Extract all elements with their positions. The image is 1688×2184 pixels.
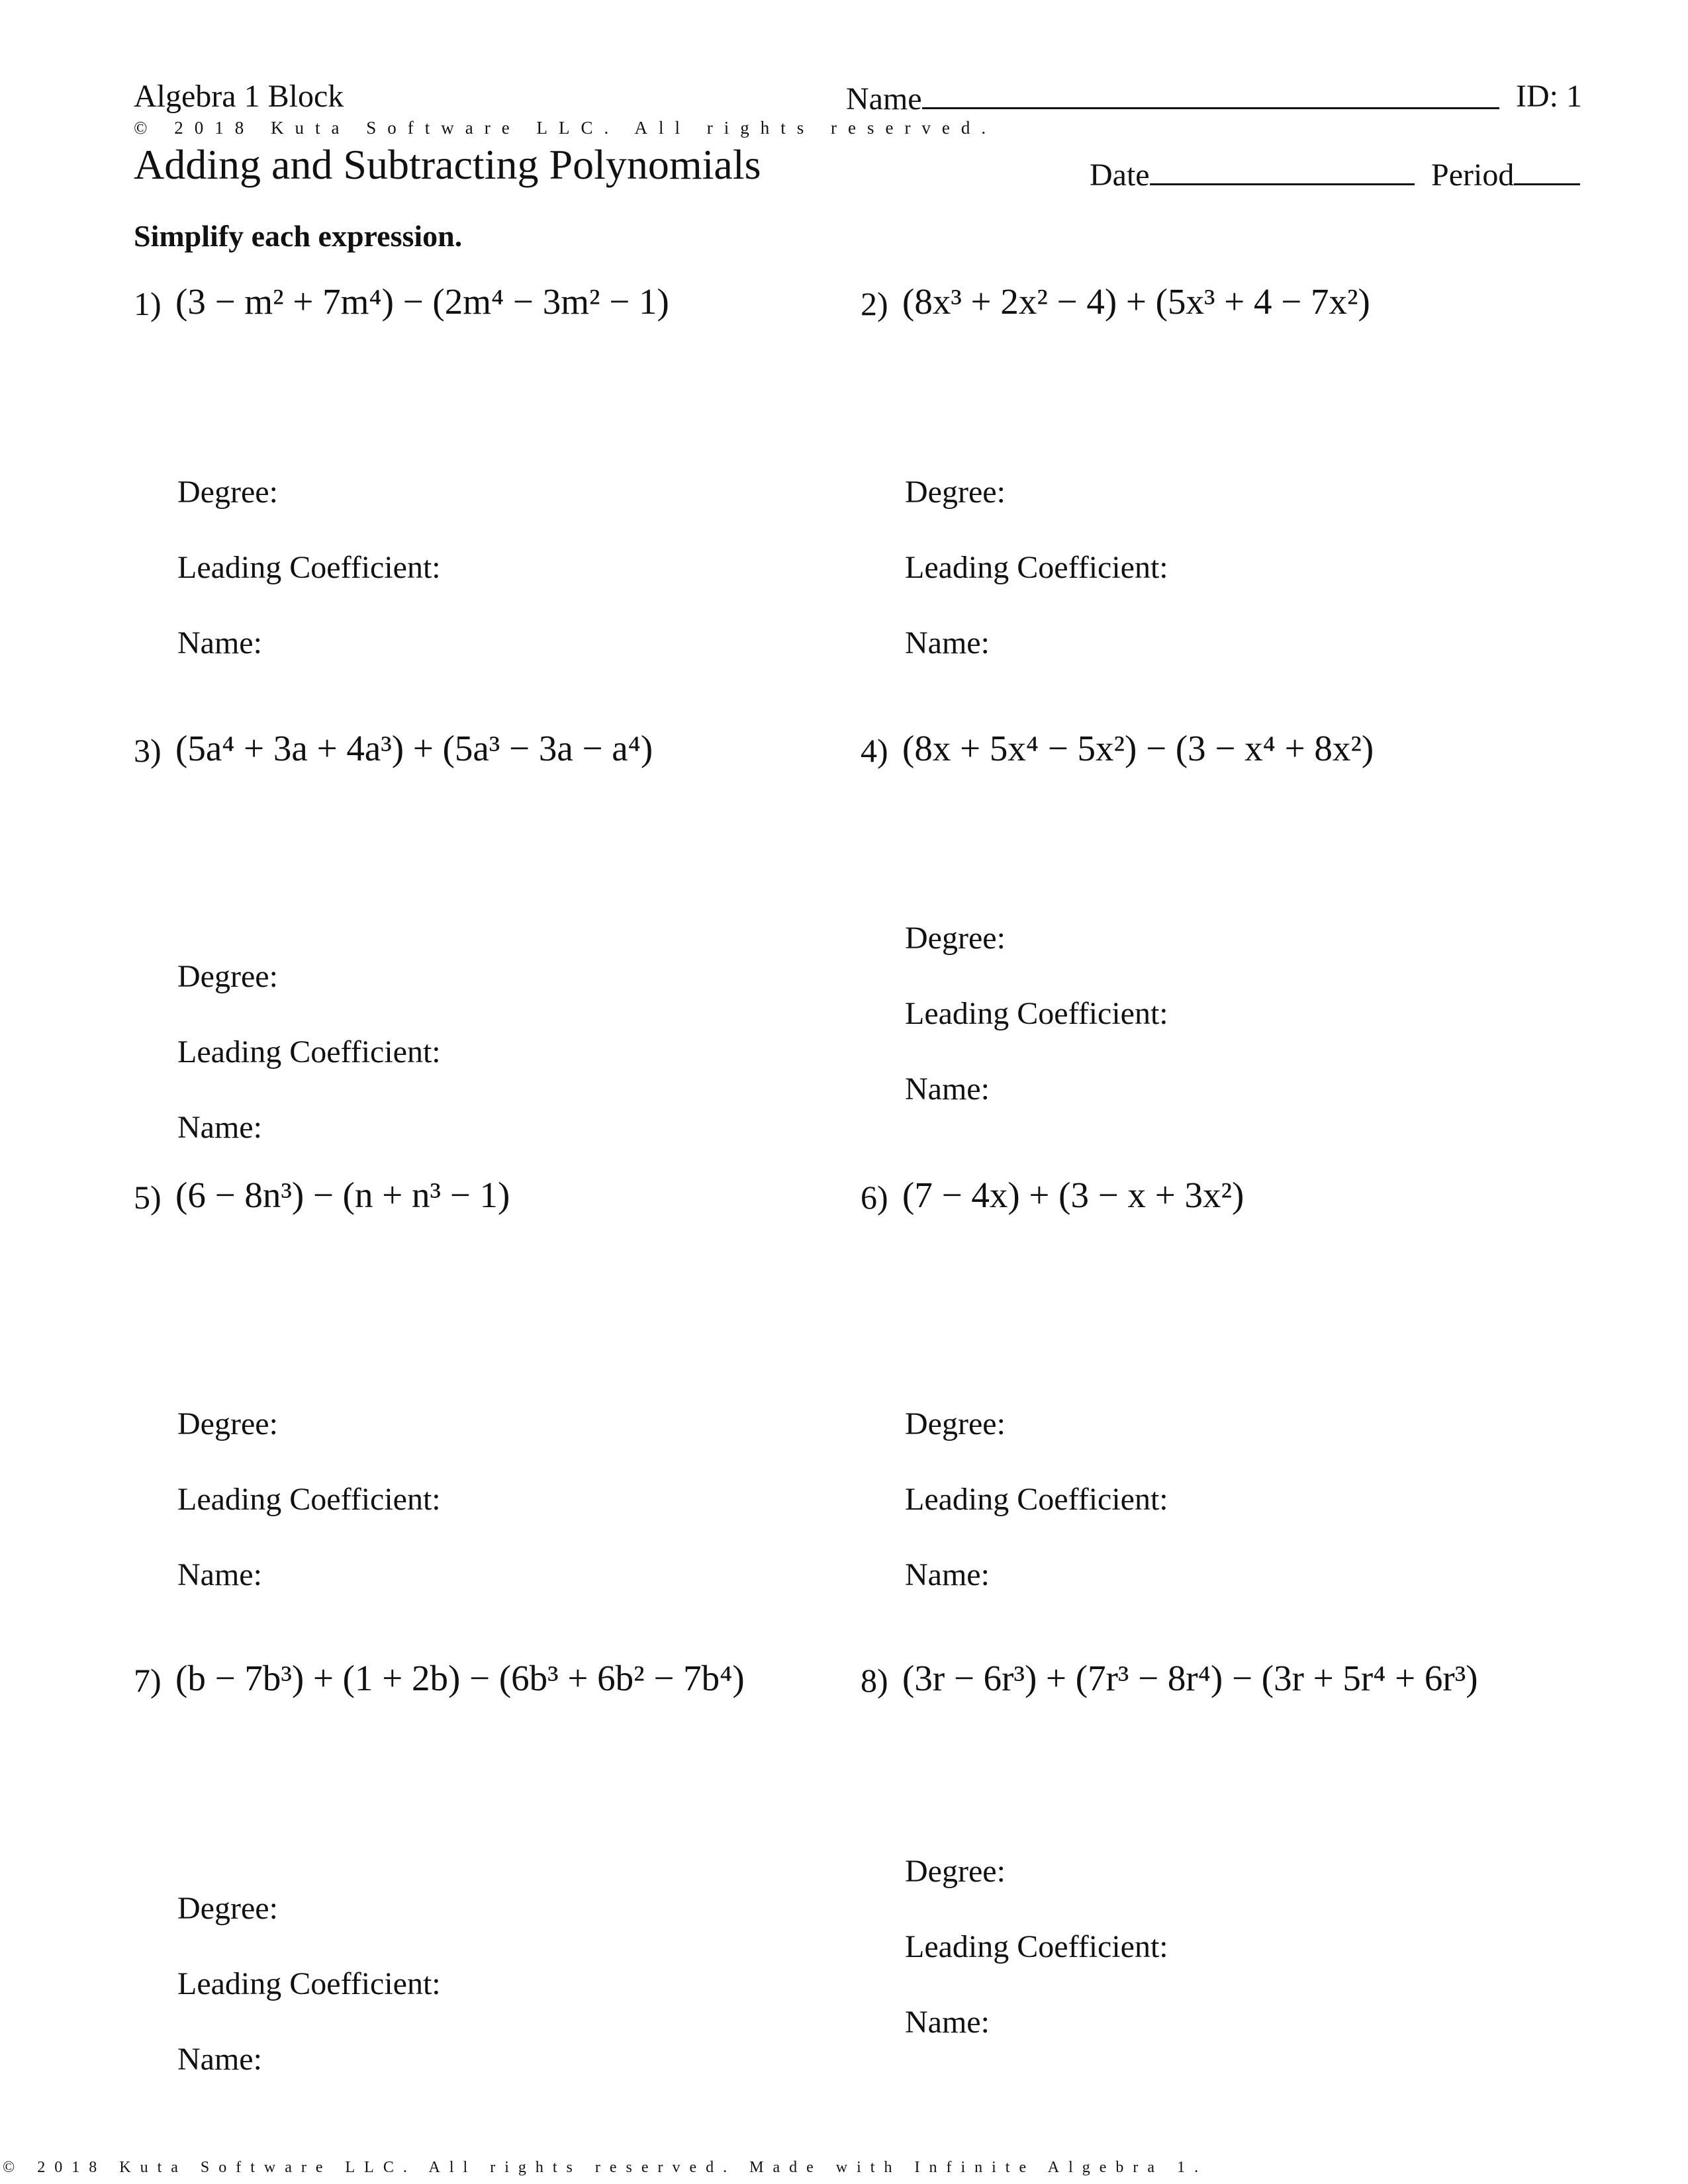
degree-label: Degree:: [177, 475, 278, 510]
leading-coefficient-label: Leading Coefficient:: [177, 1966, 441, 2001]
degree-label: Degree:: [905, 475, 1006, 510]
worksheet-title: Adding and Subtracting Polynomials: [134, 141, 761, 188]
problem-number: 5): [134, 1179, 162, 1216]
problem-number: 1): [134, 285, 162, 322]
degree-label: Degree:: [177, 1406, 278, 1441]
leading-coefficient-label: Leading Coefficient:: [905, 996, 1168, 1031]
date-field[interactable]: [1090, 154, 1415, 193]
name-blank[interactable]: [922, 78, 1499, 109]
problem-expression: (7 − 4x) + (3 − x + 3x²): [902, 1175, 1244, 1215]
name-label: Name:: [177, 625, 262, 660]
problem-number: 4): [861, 732, 888, 769]
problem-expression: (b − 7b³) + (1 + 2b) − (6b³ + 6b² − 7b⁴): [175, 1658, 745, 1698]
leading-coefficient-label: Leading Coefficient:: [905, 550, 1168, 585]
name-label: Name:: [177, 2042, 262, 2077]
instructions: Simplify each expression.: [134, 219, 463, 253]
name-label: Name:: [177, 1557, 262, 1592]
problem-number: 6): [861, 1179, 888, 1216]
leading-coefficient-label: Leading Coefficient:: [177, 1034, 441, 1069]
problem-expression: (3r − 6r³) + (7r³ − 8r⁴) − (3r + 5r⁴ + 6r³): [902, 1658, 1478, 1698]
name-label: Name:: [905, 2005, 990, 2040]
name-label: Name:: [177, 1110, 262, 1145]
period-label: Period: [1431, 158, 1515, 193]
id-label: ID: 1: [1516, 79, 1582, 114]
degree-label: Degree:: [905, 921, 1006, 956]
degree-label: Degree:: [177, 959, 278, 994]
problem-number: 2): [861, 285, 888, 322]
problem-number: 7): [134, 1662, 162, 1699]
date-label: Date: [1090, 158, 1150, 193]
name-field[interactable]: [846, 78, 1499, 117]
degree-label: Degree:: [177, 1891, 278, 1926]
period-blank[interactable]: [1514, 154, 1580, 185]
name-label: Name:: [905, 1071, 990, 1107]
name-label: Name:: [905, 1557, 990, 1592]
problem-number: 8): [861, 1662, 888, 1699]
degree-label: Degree:: [905, 1854, 1006, 1889]
leading-coefficient-label: Leading Coefficient:: [177, 550, 441, 585]
leading-coefficient-label: Leading Coefficient:: [177, 1482, 441, 1517]
footer-copyright: © 2018 Kuta Software LLC. All rights reserved. Made with Infinite Algebra 1.: [3, 2159, 1208, 2176]
name-label: Name:: [905, 625, 990, 660]
course-title: Algebra 1 Block: [134, 79, 344, 114]
problem-expression: (5a⁴ + 3a + 4a³) + (5a³ − 3a − a⁴): [175, 728, 653, 768]
leading-coefficient-label: Leading Coefficient:: [905, 1929, 1168, 1964]
leading-coefficient-label: Leading Coefficient:: [905, 1482, 1168, 1517]
name-label: Name: [846, 81, 922, 116]
degree-label: Degree:: [905, 1406, 1006, 1441]
problem-expression: (8x + 5x⁴ − 5x²) − (3 − x⁴ + 8x²): [902, 728, 1374, 768]
period-field[interactable]: [1431, 154, 1580, 193]
date-blank[interactable]: [1150, 154, 1415, 185]
header-copyright: © 2018 Kuta Software LLC. All rights reserved.: [134, 118, 998, 138]
problem-expression: (3 − m² + 7m⁴) − (2m⁴ − 3m² − 1): [175, 281, 669, 322]
problem-number: 3): [134, 732, 162, 769]
problem-expression: (6 − 8n³) − (n + n³ − 1): [175, 1175, 510, 1215]
problem-expression: (8x³ + 2x² − 4) + (5x³ + 4 − 7x²): [902, 281, 1370, 322]
